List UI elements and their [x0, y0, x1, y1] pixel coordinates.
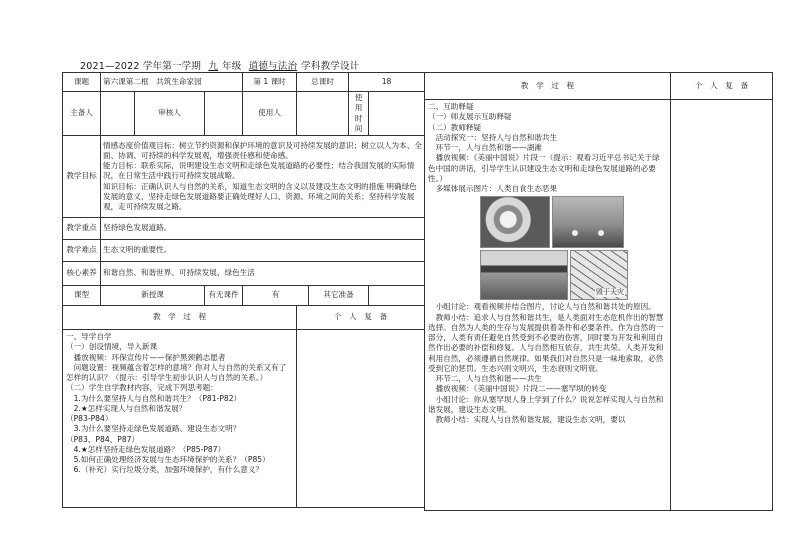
type-value: 新授课: [101, 286, 205, 306]
review-heading: 个 人 复 备: [297, 306, 425, 330]
right-line: （二）教师释疑: [428, 122, 482, 132]
preparer-value: [101, 92, 135, 136]
core-value: 和谐自然、和谐世界、可持续发展、绿色生活: [101, 262, 425, 286]
right-line: 教师小结：追求人与自然和谐共生，是人类面对生态危机作出的智慧选择。自然为人类的生存与发展提供着条件和必要条件。作为自然的一部分，人类有责任避免自然受到不必要的伤害，同时要为开发和利用自然作出必要的补偿和修复。人与自然相互依存，共生共荣。人类开发和利用自然，必须遵循自然规律。如果我们对自然只是一味地索取，必然受到它的惩罚。生态兴则文明兴，生态衰则文明衰。: [428, 312, 664, 373]
topic-label: 课题: [63, 73, 101, 92]
goals-content: [101, 136, 425, 218]
process-continuation-table: [424, 72, 773, 511]
right-line: 活动探究一：坚持人与自然和谐共生: [428, 132, 558, 142]
process-line: （P83-P84）: [66, 414, 113, 423]
goal-knowledge: 知识目标：正确认识人与自然的关系，知道生态文明的含义以及建设生态文明的措施 明确绿色发展的意义，坚持走绿色发展道路要正确处理好人口、资源、环境之间的关系；坚持科学发展观，走可持续发展之路。: [103, 181, 417, 212]
right-line: 播放视频：《美丽中国说》片段一（提示：观看习近平总书记关于绿色中国的讲话，引导学生认识建设生态文明和走绿色发展道路的必要性。）: [428, 153, 660, 183]
process-line: （一）创设情境，导入新课: [66, 342, 158, 352]
process-line: 一、导学自学: [66, 332, 112, 341]
photo-smog-road: [552, 196, 624, 248]
subject-value: 道德与法治: [248, 61, 298, 72]
school-year: 2021—2022 学年第一学期: [80, 61, 202, 72]
right-line: 播放视频：《美丽中国说》片段二——塞罕坝的转变: [428, 384, 607, 394]
right-line: 二、互助释疑: [428, 102, 474, 111]
total-value: 18: [349, 73, 425, 92]
key-value: 坚持绿色发展道路。: [101, 218, 425, 240]
preparer-label: 主备人: [63, 92, 101, 136]
right-review-heading: 个 人 复 备: [671, 73, 773, 100]
photo-cracked-earth: [570, 250, 628, 300]
right-line: 环节一，人与自然和谐——湖滩: [428, 143, 542, 152]
process-line: 4.★怎样坚持走绿色发展道路？（P85-P87）: [66, 444, 226, 454]
lesson-info-table: [62, 72, 425, 508]
process-line: 2.★怎样实现人与自然和谐发展？: [66, 403, 187, 413]
title-suffix: 学科教学设计: [301, 61, 360, 72]
grade-value: 九: [208, 61, 219, 72]
goals-label: 教学目标: [63, 136, 101, 218]
right-line: 小组讨论：观看视频并结合图片，讨论人与自然和谐共处的原因。: [428, 302, 656, 312]
user-label: 使用人: [243, 92, 297, 136]
right-process-heading: 教 学 过 程: [425, 73, 671, 100]
difficulty-value: 生态文明的重要性。: [101, 240, 425, 262]
right-line: （一）师友展示互助释疑: [428, 112, 512, 122]
courseware-value: 有: [243, 286, 309, 306]
process-line: （P83、P84、P87）: [66, 434, 140, 444]
process-line: 问题设置：视频蕴含着怎样的意境？你对人与自然的关系又有了怎样的认识？（提示：引导学生初步认识人与自然的关系。）: [66, 362, 287, 382]
lesson-label: 第 1 课时: [243, 73, 297, 92]
right-line: 多媒体展示图片：人类自食生态恶果: [428, 184, 558, 193]
other-label: 其它准备: [309, 286, 369, 306]
topic-value: 第六课第二框 共筑生命家园: [101, 73, 243, 92]
process-heading: 教 学 过 程: [63, 306, 297, 330]
process-line: 播放视频：环保宣传片——保护黑颈鹤志愿者: [66, 352, 226, 362]
reviewer-label: 审核人: [135, 92, 205, 136]
process-line: 3.为什么要坚持走绿色发展道路、建设生态文明？: [66, 424, 241, 434]
process-line: 6.（补充）实行垃圾分类，加强环境保护，有什么意义？: [66, 465, 264, 475]
core-label: 核心素养: [63, 262, 101, 286]
process-content: [63, 330, 297, 508]
photo-mask-person: [480, 196, 550, 248]
right-line: 环节二，人与自然和谐——共生: [428, 374, 542, 383]
use-time-value: [369, 92, 425, 136]
photo-caption: 毁于天灾: [596, 287, 624, 296]
process-line: 5.如何正确处理经济发展与生态环境保护的关系？（P85）: [66, 455, 270, 464]
user-value: [297, 92, 349, 136]
right-line: 小组讨论：你从塞罕坝人身上学到了什么？说说怎样实现人与自然和谐发展，建设生态文明。: [428, 394, 664, 414]
right-line: 教师小结：实现人与自然和谐发展，建设生态文明，要以: [428, 415, 626, 424]
difficulty-label: 教学难点: [63, 240, 101, 262]
type-label: 课型: [63, 286, 101, 306]
goal-emotion: 情感态度价值观目标：树立节约资源和保护环境的意识及可持续发展的意识；树立以人为本、全面、协调、可持续的科学发展观，增强责任感和使命感。: [103, 140, 422, 160]
grade-suffix: 年级: [222, 61, 242, 72]
reviewer-value: [205, 92, 243, 136]
courseware-label: 有无课件: [205, 286, 243, 306]
key-label: 教学重点: [63, 218, 101, 240]
goal-ability: 能力目标：联系实际，说明建设生态文明和走绿色发展道路的必要性；结合我国发展的实际情况，在日常生活中践行可持续发展战略。: [103, 161, 415, 181]
total-label: 总课时: [297, 73, 349, 92]
right-process-content: [425, 100, 671, 511]
document-header: [80, 58, 359, 72]
photo-dry-lake: [480, 250, 568, 300]
process-line: （二）学生自学教材内容，完成下列思考题：: [66, 383, 218, 393]
right-review-content: [671, 100, 773, 511]
use-time-label: 使用时间: [349, 92, 369, 136]
process-line: 1.为什么要坚持人与自然和谐共生？（P81-P82）: [66, 393, 242, 403]
photo-collage: [428, 196, 667, 300]
review-content: [297, 330, 425, 508]
headlights-icon: [553, 197, 623, 247]
other-value: [369, 286, 425, 306]
